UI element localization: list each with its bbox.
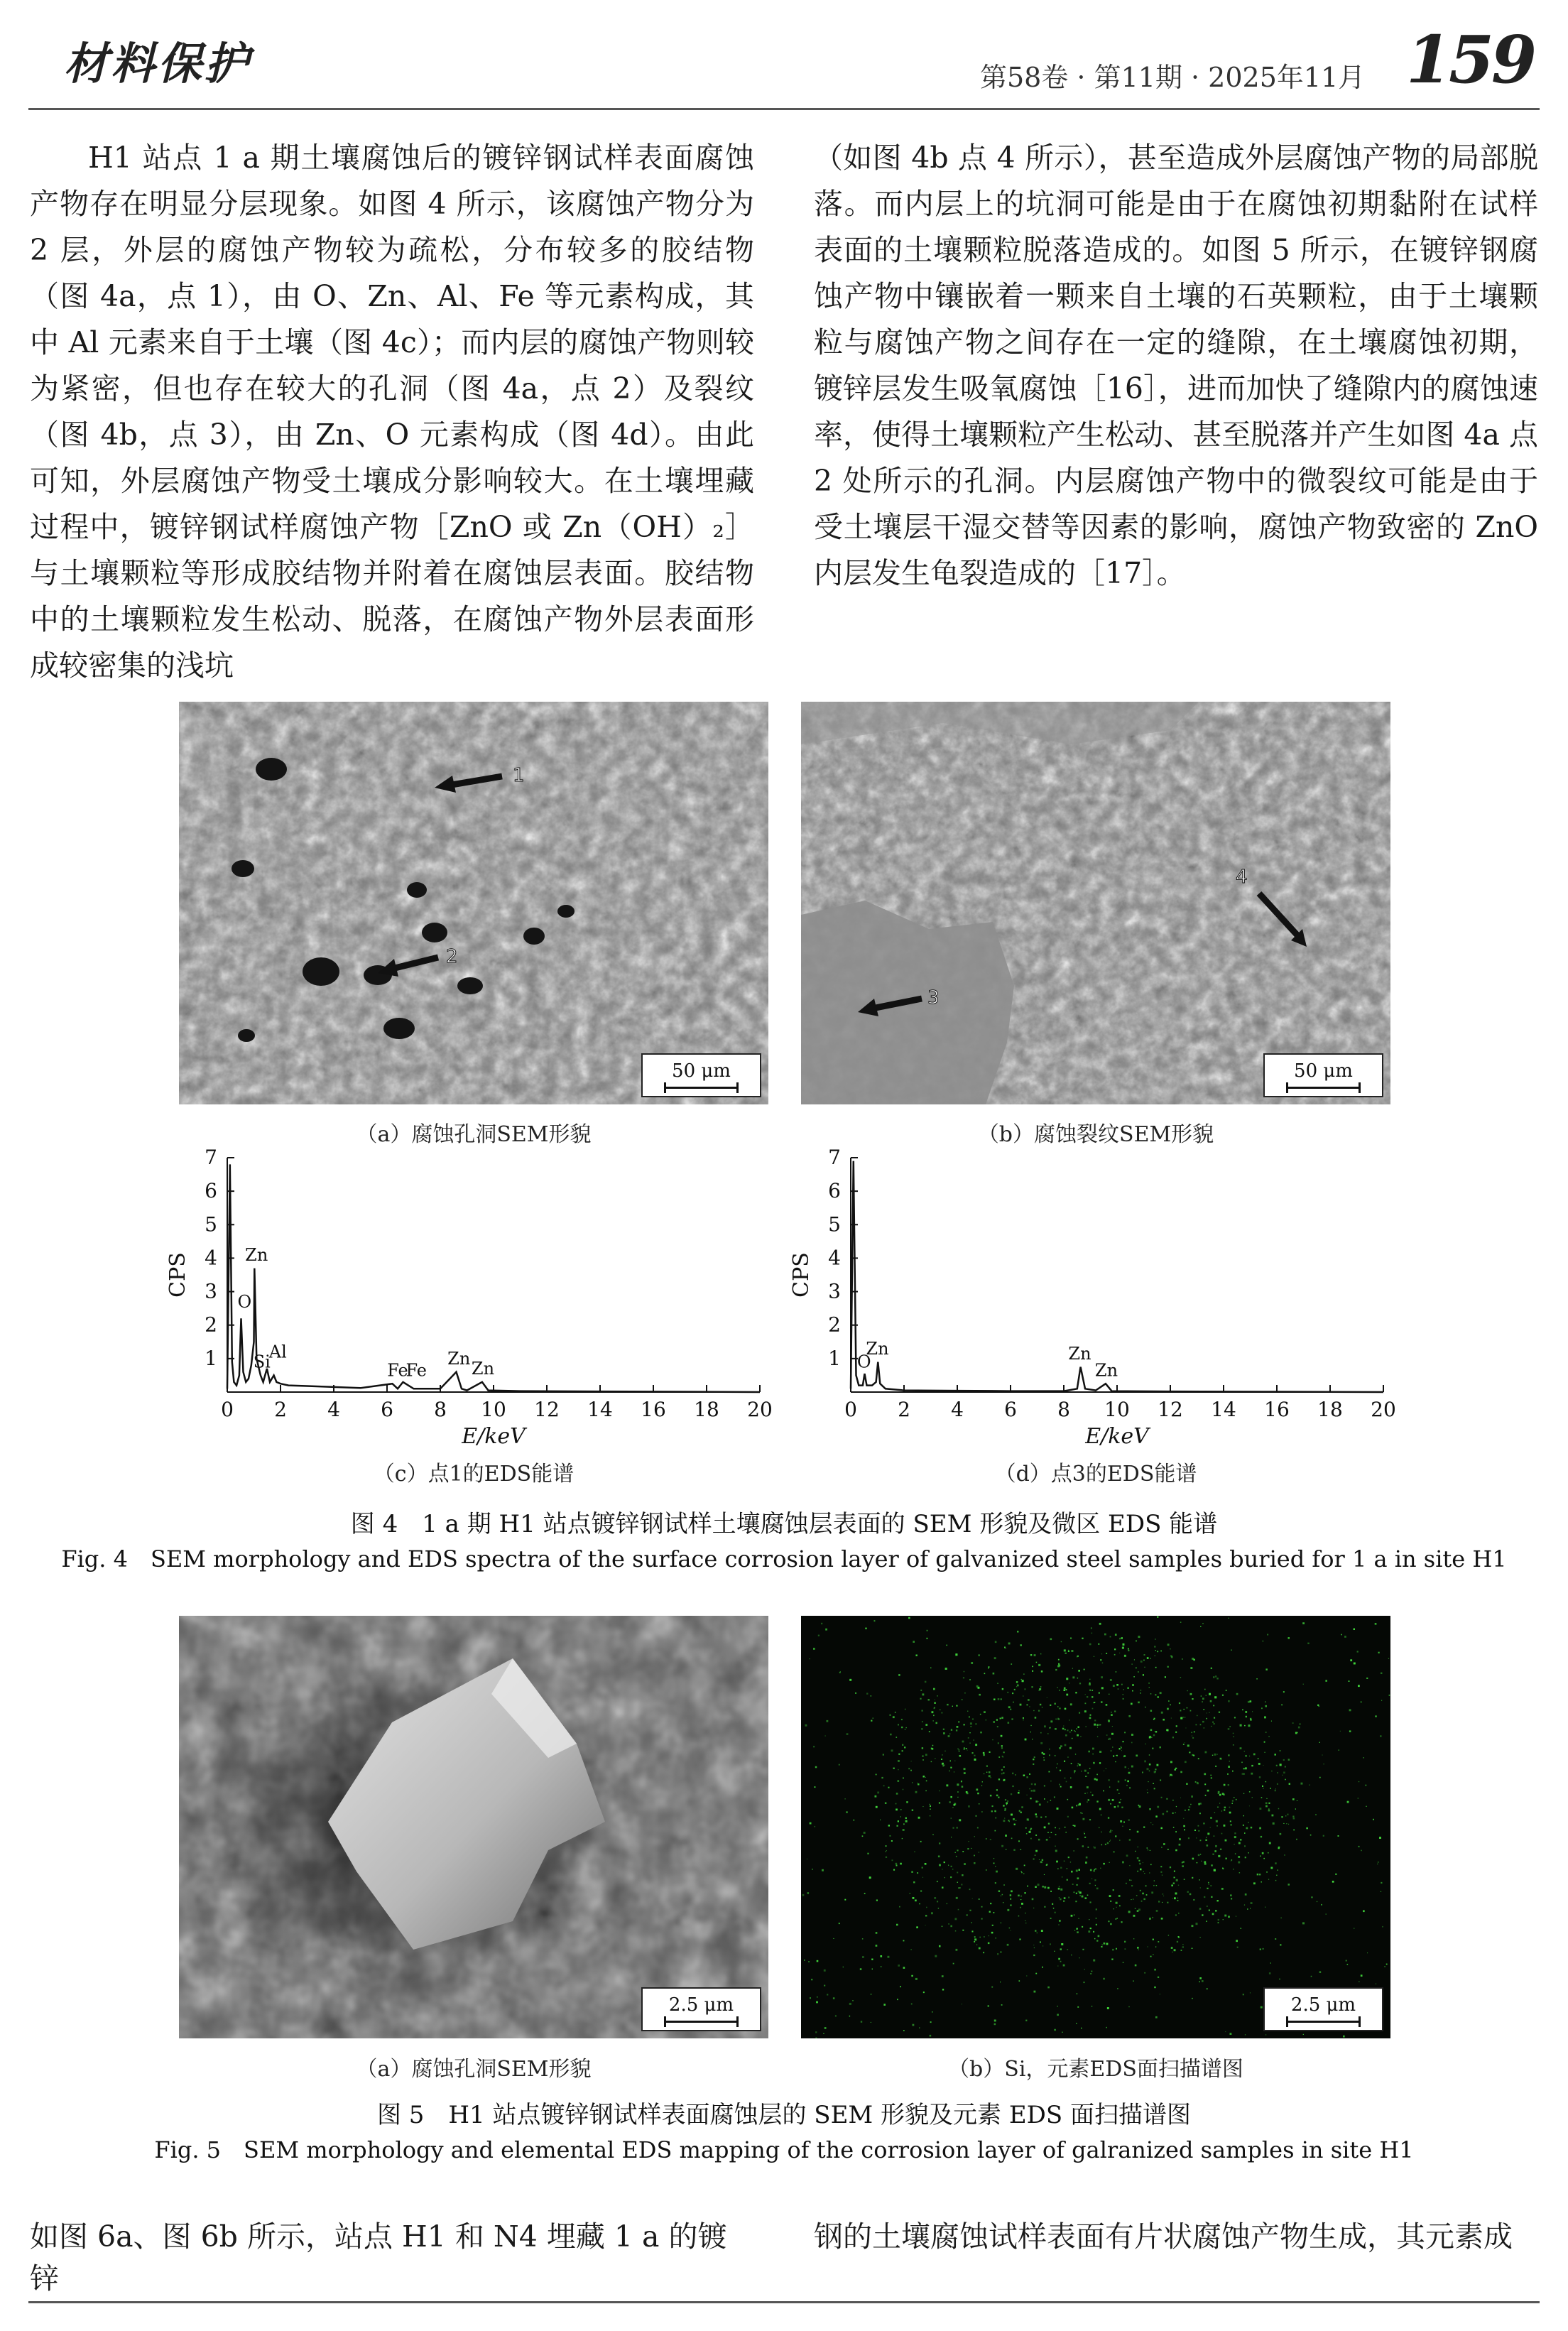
scale-bar — [641, 1053, 761, 1097]
x-tick-label: 16 — [641, 1398, 666, 1421]
x-tick-label: 0 — [844, 1398, 857, 1421]
point-label: 4 — [1236, 866, 1248, 888]
y-tick-label: 3 — [828, 1279, 841, 1303]
x-tick-label: 18 — [694, 1398, 719, 1421]
peak-label: Fe — [387, 1360, 408, 1381]
text-column-left — [30, 135, 754, 689]
x-tick-label: 12 — [534, 1398, 560, 1421]
journal-logo: 材料保护 — [64, 38, 252, 89]
x-tick-label: 18 — [1317, 1398, 1343, 1421]
point-label: 3 — [927, 987, 940, 1009]
y-tick-label: 6 — [828, 1179, 841, 1203]
scale-label: 2.5 μm — [668, 1994, 734, 2016]
subcaption-5b: （b）Si，元素EDS面扫描谱图 — [948, 2057, 1243, 2082]
peak-label: Zn — [1068, 1343, 1091, 1364]
peak-label: Fe — [405, 1360, 428, 1381]
x-tick-label: 8 — [434, 1398, 447, 1421]
scale-bar — [641, 1987, 761, 2031]
sem-image-4a — [179, 702, 768, 1104]
x-tick-label: 10 — [1104, 1398, 1130, 1421]
y-tick-label: 2 — [205, 1313, 217, 1337]
peak-label: Zn — [245, 1244, 268, 1265]
y-tick-label: 4 — [828, 1246, 841, 1270]
peak-label: Si — [253, 1352, 271, 1372]
subcaption-4a: （a）腐蚀孔洞SEM形貌 — [356, 1122, 592, 1147]
bottom-text-left: 如图 6a、图 6b 所示，站点 H1 和 N4 埋藏 1 a 的镀锌 — [30, 2219, 727, 2295]
y-tick-label: 5 — [828, 1212, 841, 1237]
spectrum-line — [851, 1161, 1383, 1392]
footer-rule — [28, 2301, 1540, 2303]
x-tick-label: 8 — [1057, 1398, 1070, 1421]
paragraph: （如图 4b 点 4 所示），甚至造成外层腐蚀产物的局部脱落。而内层上的坑洞可能是由于在腐蚀初期黏附在试样表面的土壤颗粒脱落造成的。如图 5 所示，在镀锌钢腐蚀产物中镶嵌着一颗来自土壤的石英颗粒，由于土壤颗粒与腐蚀产物之间存在一定的缝隙，在土壤腐蚀初期，镀锌层发生吸氧腐蚀［16］，进而加快了缝隙内的腐蚀速率，使得土壤颗粒产生松动、甚至脱落并产生如图 4a 点 2 处所示的孔洞。内层腐蚀产物中的微裂纹可能是由于受土壤层干湿交替等因素的影响，腐蚀产物致密的 ZnO 内层发生龟裂造成的［17］。 — [814, 141, 1538, 590]
y-axis-label: CPS — [789, 1252, 814, 1298]
header-issue-info: 第58卷 · 第11期 · 2025年11月 — [980, 62, 1366, 93]
x-tick-label: 14 — [1211, 1398, 1236, 1421]
figure-4-caption: 图 4 1 a 期 H1 站点镀锌钢试样土壤腐蚀层表面的 SEM 形貌及微区 EDS 能谱 — [350, 1510, 1218, 1538]
scale-bar — [1263, 1053, 1383, 1097]
y-tick-label: 2 — [828, 1313, 841, 1337]
x-tick-label: 6 — [381, 1398, 393, 1421]
spectrum-line — [227, 1164, 760, 1392]
x-tick-label: 20 — [1371, 1398, 1396, 1421]
x-axis-label: E/keV — [462, 1424, 526, 1445]
x-tick-label: 0 — [221, 1398, 234, 1421]
scale-bar — [1263, 1987, 1383, 2031]
eds-spectrum-4c — [156, 1147, 781, 1445]
x-tick-label: 10 — [481, 1398, 506, 1421]
x-tick-label: 12 — [1158, 1398, 1183, 1421]
scale-label: 2.5 μm — [1290, 1994, 1356, 2016]
page-number: 159 — [1406, 21, 1535, 98]
peak-label: Zn — [1094, 1360, 1118, 1381]
bottom-text-right: 钢的土壤腐蚀试样表面有片状腐蚀产物生成，其元素成 — [814, 2219, 1513, 2254]
x-tick-label: 4 — [327, 1398, 340, 1421]
x-tick-label: 14 — [587, 1398, 613, 1421]
y-tick-label: 1 — [828, 1346, 841, 1370]
subcaption-5a: （a）腐蚀孔洞SEM形貌 — [356, 2057, 592, 2082]
scale-label: 50 μm — [672, 1060, 731, 1082]
y-tick-label: 7 — [828, 1147, 841, 1169]
point-label: 2 — [446, 946, 458, 967]
paragraph: H1 站点 1 a 期土壤腐蚀后的镀锌钢试样表面腐蚀产物存在明显分层现象。如图 4 所示，该腐蚀产物分为 2 层，外层的腐蚀产物较为疏松，分布较多的胶结物（图 4a，点 1），由 O、Zn、Al、Fe 等元素构成，其中 Al 元素来自于土壤（图 4c）；而内层的腐蚀产物则较为紧密，但也存在较大的孔洞（图 4a，点 2）及裂纹（图 4b，点 3），由 Zn、O 元素构成（图 4d）。由此可知，外层腐蚀产物受土壤成分影响较大。在土壤埋藏过程中，镀锌钢试样腐蚀产物［ZnO 或 Zn（OH）₂］与土壤颗粒等形成胶结物并附着在腐蚀层表面。胶结物中的土壤颗粒发生松动、脱落，在腐蚀产物外层表面形成较密集的浅坑 — [30, 141, 754, 683]
point-label: 1 — [513, 765, 525, 786]
x-tick-label: 16 — [1264, 1398, 1290, 1421]
scale-label: 50 μm — [1294, 1060, 1353, 1082]
figure-4-caption-en: Fig. 4 SEM morphology and EDS spectra of the surface corrosion layer of galvanized steel samples buried for 1 a in site H1 — [61, 1545, 1507, 1572]
header-rule — [28, 108, 1540, 110]
si-signal-dots — [802, 1617, 1390, 2038]
x-tick-label: 2 — [898, 1398, 910, 1421]
x-tick-label: 20 — [747, 1398, 773, 1421]
subcaption-4c: （c）点1的EDS能谱 — [373, 1462, 575, 1487]
y-axis-label: CPS — [165, 1252, 190, 1298]
figure-5-caption: 图 5 H1 站点镀锌钢试样表面腐蚀层的 SEM 形貌及元素 EDS 面扫描谱图 — [376, 2101, 1192, 2129]
peak-label: O — [856, 1352, 871, 1372]
subcaption-4d: （d）点3的EDS能谱 — [994, 1462, 1197, 1487]
y-tick-label: 6 — [205, 1179, 217, 1203]
text-column-right — [814, 135, 1538, 597]
x-axis-label: E/keV — [1085, 1424, 1149, 1445]
y-tick-label: 1 — [205, 1346, 217, 1370]
peak-label: Zn — [866, 1338, 889, 1359]
subcaption-4b: （b）腐蚀裂纹SEM形貌 — [977, 1122, 1214, 1147]
figure-5-caption-en: Fig. 5 SEM morphology and elemental EDS mapping of the corrosion layer of galranized samples in site H1 — [154, 2136, 1414, 2163]
sem-image-5a — [179, 1616, 768, 2038]
y-tick-label: 7 — [205, 1147, 217, 1169]
x-tick-label: 6 — [1004, 1398, 1017, 1421]
peak-label: Al — [268, 1342, 287, 1362]
eds-spectrum-4d — [780, 1147, 1405, 1445]
peak-label: O — [237, 1291, 252, 1312]
x-tick-label: 2 — [274, 1398, 287, 1421]
x-tick-label: 4 — [951, 1398, 964, 1421]
eds-map-image-5b — [801, 1616, 1390, 2038]
y-tick-label: 3 — [205, 1279, 217, 1303]
peak-label: Zn — [471, 1359, 495, 1379]
peak-label: Zn — [447, 1349, 471, 1369]
sem-image-4b — [801, 702, 1390, 1104]
y-tick-label: 5 — [205, 1212, 217, 1237]
y-tick-label: 4 — [205, 1246, 217, 1270]
